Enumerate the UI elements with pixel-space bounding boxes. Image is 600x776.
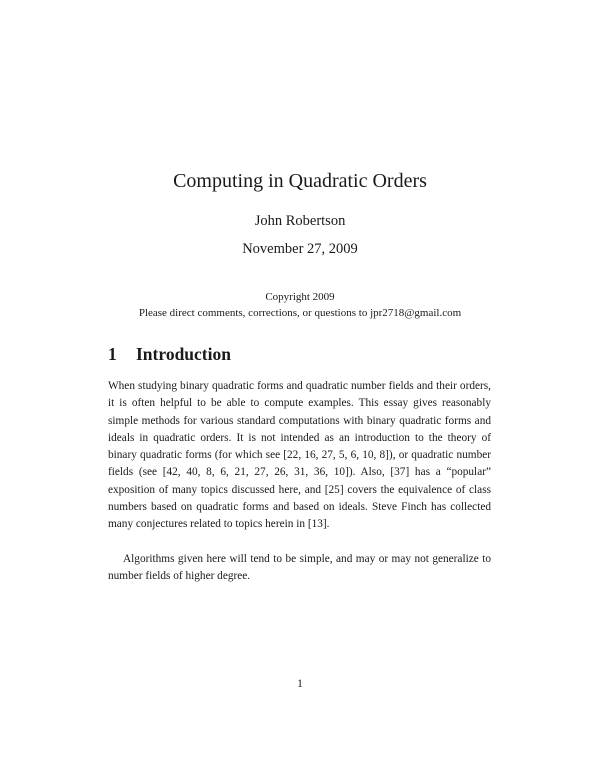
section-title: Introduction <box>136 344 231 364</box>
paper-title: Computing in Quadratic Orders <box>173 170 427 192</box>
author-name: John Robertson <box>254 213 346 229</box>
section-number: 1 <box>108 344 117 364</box>
paragraph-2: Algorithms given here will tend to be simple, and may or may not generalize to number fields of higher degree. <box>108 553 491 583</box>
copyright-notice: Copyright 2009 <box>265 291 335 303</box>
publication-date: November 27, 2009 <box>242 241 358 257</box>
contact-line: Please direct comments, corrections, or questions to jpr2718@gmail.com <box>138 307 462 319</box>
section-heading <box>108 344 231 365</box>
paragraph-1: When studying binary quadratic forms and quadratic number fields and their orders, it is often helpful to be able to compute examples. This essay gives reasonably simple methods for various standard computations with binary quadratic forms and ideals in quadratic orders. It is not intended as an introduction to the theory of binary quadratic forms (for which see [22, 16, 27, 5, 6, 10, 8]), or quadratic number fields (see [42, 40, 8, 6, 21, 27, 26, 31, 36, 10]). Also, [37] has a “popular” exposition of many topics discussed here, and [25] covers the equivalence of class numbers based on quadratic forms and based on ideals. Steve Finch has collected many conjectures related to topics herein in [13]. <box>108 380 491 531</box>
page-number: 1 <box>297 678 303 690</box>
